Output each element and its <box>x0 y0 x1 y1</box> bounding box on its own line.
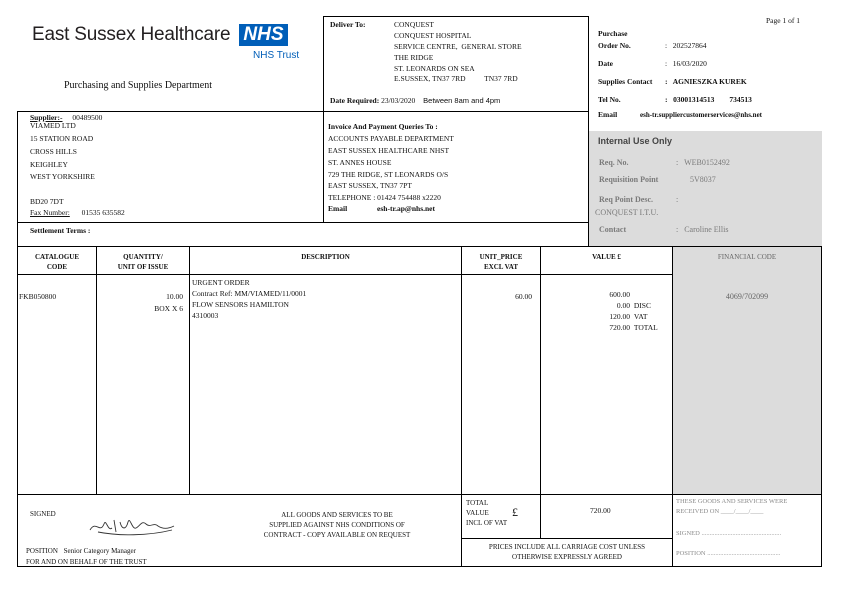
invoice-line: EAST SUSSEX HEALTHCARE NHST <box>328 145 450 155</box>
invoice-line: ST. ANNES HOUSE <box>328 157 392 167</box>
req-desc-value: CONQUEST I.T.U. <box>595 208 659 217</box>
supplier-line: CROSS HILLS <box>30 146 77 156</box>
order-no-label: Order No. <box>598 41 631 50</box>
col-header-value: VALUE £ <box>592 253 621 261</box>
supplier-postcode: BD20 7DT <box>30 197 64 206</box>
address-line: CONQUEST <box>394 20 435 29</box>
deliver-to-label: Deliver To: <box>330 20 366 29</box>
invoice-line: ACCOUNTS PAYABLE DEPARTMENT <box>328 133 454 143</box>
supplier-line: KEIGHLEY <box>30 159 68 169</box>
invoice-email-label: Email <box>328 204 348 214</box>
col-header-quantity: QUANTITY/ UNIT OF ISSUE <box>117 253 169 272</box>
invoice-line: EAST SUSSEX, TN37 7PT <box>328 181 412 191</box>
internal-title: Internal Use Only <box>598 136 673 146</box>
date-required-label: Date Required: <box>330 96 380 105</box>
financial-column-bg <box>673 247 821 494</box>
value-amount: 0.00 <box>616 300 630 310</box>
carriage-note: PRICES INCLUDE ALL CARRIAGE COST UNLESS OTHERWISE EXPRESSLY AGREED <box>488 543 646 562</box>
row-quantity: 10.00 <box>166 292 183 301</box>
contact-label: Contact <box>599 225 627 234</box>
description-line: 4310003 <box>192 310 219 320</box>
req-no-label: Req. No. <box>599 158 629 167</box>
req-point-value: 5V8037 <box>690 175 716 184</box>
col-header-unit-price: UNIT_PRICE EXCL VAT <box>479 253 523 272</box>
value-tag: TOTAL <box>633 322 658 332</box>
order-no-value: : 202527864 <box>665 41 707 50</box>
fax-label: Fax Number: <box>30 208 70 217</box>
position-label: POSITION <box>26 547 58 555</box>
org-logo <box>32 24 288 46</box>
value-amount: 600.00 <box>609 290 630 299</box>
address-line: E.SUSSEX, TN37 7RD TN37 7RD <box>394 74 518 84</box>
row-financial-code: 4069/702099 <box>725 292 769 301</box>
req-point-label: Requisition Point <box>599 175 659 184</box>
supplies-contact-value: : AGNIESZKA KUREK <box>665 77 747 86</box>
invoice-email-value[interactable]: esh-tr.ap@nhs.net <box>377 204 436 214</box>
received-position-line: POSITION ............................................. <box>676 550 781 557</box>
col-header-financial: FINANCIAL CODE <box>717 253 777 261</box>
req-no-value: : WEB0152492 <box>676 158 730 167</box>
position-value: Senior Category Manager <box>63 547 136 555</box>
tel-value: : 03001314513 734513 <box>665 95 752 104</box>
signature <box>88 510 176 538</box>
date-required <box>330 96 500 107</box>
address-line: ST. LEONARDS ON SEA <box>394 63 475 73</box>
supplier-block <box>30 113 102 183</box>
supplier-fax <box>30 208 125 219</box>
email-label: Email <box>598 110 618 119</box>
department-title: Purchasing and Supplies Department <box>64 80 213 91</box>
row-description <box>192 278 306 322</box>
tel-label: Tel No. <box>598 95 621 104</box>
supplier-line: VIAMED LTD <box>30 120 76 130</box>
description-line: Contract Ref: MM/VIAMED/11/0001 <box>192 288 307 298</box>
nhs-logo: NHS <box>239 24 287 46</box>
req-desc-colon: : <box>676 195 679 204</box>
invoice-line: TELEPHONE : 01424 754488 x2220 <box>328 193 441 203</box>
col-header-catalogue: CATALOGUE CODE <box>34 253 80 272</box>
conditions-of-contract: ALL GOODS AND SERVICES TO BE SUPPLIED AGAINST NHS CONDITIONS OF CONTRACT - COPY AVAILABLE ON REQUEST <box>263 511 411 540</box>
value-amount: 720.00 <box>609 322 630 332</box>
row-unit-price: 60.00 <box>515 292 532 301</box>
description-line: FLOW SENSORS HAMILTON <box>192 299 289 309</box>
currency-symbol: £ <box>512 505 518 519</box>
description-line: URGENT ORDER <box>192 278 250 287</box>
position <box>26 546 136 556</box>
col-header-description: DESCRIPTION <box>301 253 350 261</box>
org-trust: NHS Trust <box>253 50 300 61</box>
total-value: 720.00 <box>590 506 611 515</box>
contact-value: : Caroline Ellis <box>676 225 729 234</box>
value-tag: VAT <box>633 311 648 321</box>
supplier-line: WEST YORKSHIRE <box>30 172 95 182</box>
date-required-value: 23/03/2020 <box>381 96 416 105</box>
received-signed-line: SIGNED ................................................. <box>676 530 782 537</box>
signed-label: SIGNED <box>30 510 56 518</box>
deliver-to-address <box>394 20 522 85</box>
on-behalf-of-trust: FOR AND ON BEHALF OF THE TRUST <box>26 558 147 566</box>
value-tag: DISC <box>633 300 651 310</box>
row-value <box>560 290 658 334</box>
settlement-terms: Settlement Terms : <box>30 226 91 235</box>
req-desc-label: Req Point Desc. <box>599 195 653 204</box>
received-note: THESE GOODS AND SERVICES WERE RECEIVED ON ____/____/____ <box>676 498 788 515</box>
date-required-note: Between 8am and 4pm <box>423 96 501 105</box>
date-value: : 16/03/2020 <box>665 59 707 68</box>
supplies-contact-label: Supplies Contact <box>598 77 653 86</box>
value-amount: 120.00 <box>609 311 630 321</box>
address-line: CONQUEST HOSPITAL <box>394 30 472 40</box>
fax-value: 01535 635582 <box>81 208 125 217</box>
page-number: Page 1 of 1 <box>766 16 800 25</box>
address-line: SERVICE CENTRE, GENERAL STORE <box>394 41 522 51</box>
supplier-line: 15 STATION ROAD <box>30 133 94 143</box>
total-label: TOTAL VALUE INCL OF VAT <box>466 499 508 528</box>
date-label: Date <box>598 59 613 68</box>
supplier-code: 00489500 <box>72 113 103 122</box>
supplier-label: Supplier:- <box>30 113 63 122</box>
org-name: East Sussex Healthcare <box>32 24 231 45</box>
invoice-title: Invoice And Payment Queries To : <box>328 122 438 131</box>
purchase-title: Purchase <box>598 29 628 38</box>
address-line: THE RIDGE <box>394 52 434 62</box>
email-value[interactable]: esh-tr.suppliercustomerservices@nhs.net <box>640 111 763 119</box>
row-unit: BOX X 6 <box>154 304 183 313</box>
invoice-block <box>328 122 454 215</box>
invoice-line: 729 THE RIDGE, ST LEONARDS O/S <box>328 169 449 179</box>
row-catalogue-code: FKB050800 <box>19 292 57 301</box>
